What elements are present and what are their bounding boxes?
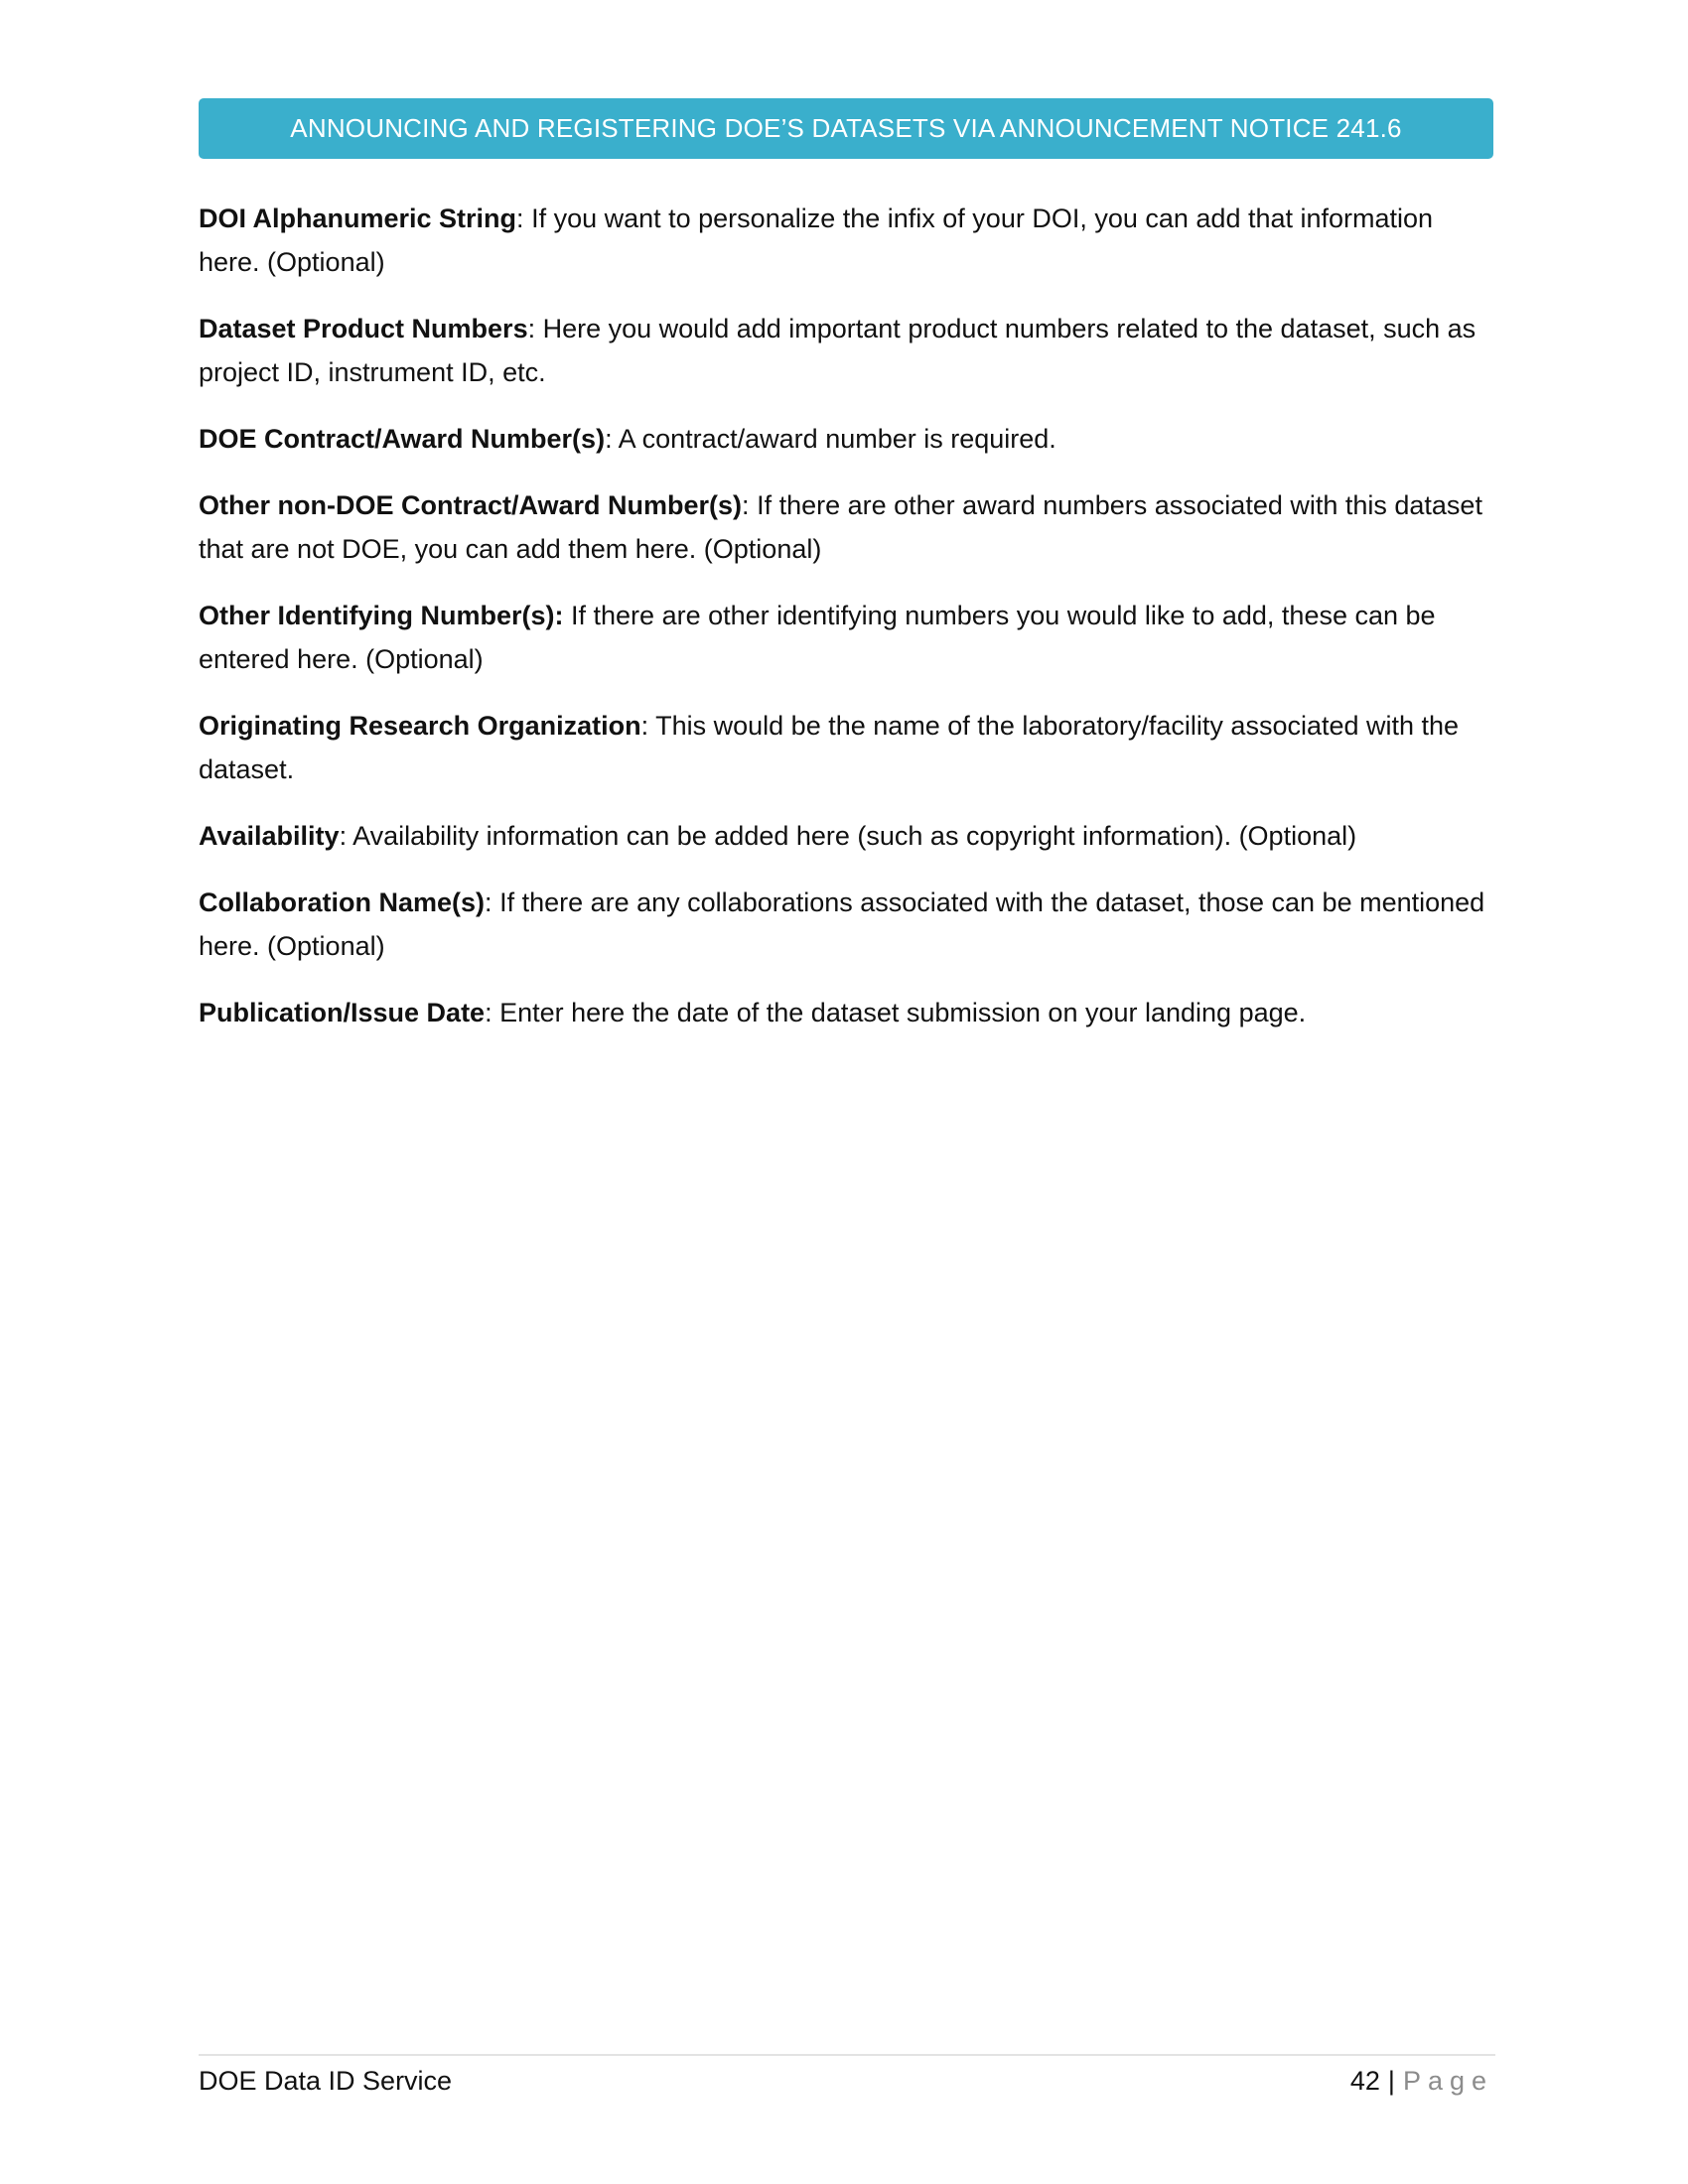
entry-description: Here you would add important product numbers related to the dataset, such as project ID, instrument ID, etc. bbox=[199, 314, 1477, 387]
entry-description: Availability information can be added here (such as copyright information). (Optional) bbox=[347, 821, 1357, 851]
entry-separator: : bbox=[485, 887, 492, 917]
entry-separator: : bbox=[485, 998, 492, 1027]
entry-other-identifying-numbers bbox=[199, 594, 1493, 681]
entry-description: A contract/award number is required. bbox=[612, 424, 1056, 454]
entry-collaboration-names bbox=[199, 881, 1493, 968]
entry-description: This would be the name of the laboratory/facility associated with the dataset. bbox=[199, 711, 1460, 784]
entry-dataset-product-numbers bbox=[199, 307, 1493, 394]
footer-service-name: DOE Data ID Service bbox=[199, 2066, 453, 2096]
document-body bbox=[199, 197, 1493, 1057]
entry-doe-contract-award-numbers bbox=[199, 417, 1493, 461]
entry-description: Enter here the date of the dataset submission on your landing page. bbox=[492, 998, 1307, 1027]
footer-divider bbox=[199, 2054, 1495, 2056]
entry-term: Availability bbox=[199, 821, 340, 851]
entry-description: If there are other award numbers associated with this dataset that are not DOE, you can add them here. (Optional) bbox=[199, 490, 1482, 564]
page-separator: | bbox=[1387, 2066, 1395, 2096]
entry-separator: : bbox=[516, 204, 524, 233]
entry-description: If there are any collaborations associated with the dataset, those can be mentioned here. (Optional) bbox=[199, 887, 1485, 961]
entry-separator: : bbox=[605, 424, 613, 454]
entry-other-non-doe-award-numbers bbox=[199, 483, 1493, 571]
entry-description: If you want to personalize the infix of your DOI, you can add that information here. (Optional) bbox=[199, 204, 1434, 277]
header-band bbox=[199, 98, 1493, 159]
entry-separator: : bbox=[742, 490, 750, 520]
header-title: ANNOUNCING AND REGISTERING DOE’S DATASETS VIA ANNOUNCEMENT NOTICE 241.6 bbox=[290, 113, 1402, 143]
entry-separator: : bbox=[527, 314, 536, 343]
footer-page-indicator bbox=[1350, 2061, 1493, 2101]
entry-term: DOE Contract/Award Number(s) bbox=[199, 424, 606, 454]
entry-term: Dataset Product Numbers bbox=[199, 314, 528, 343]
entry-publication-issue-date bbox=[199, 991, 1493, 1034]
entry-originating-research-organization bbox=[199, 704, 1493, 791]
entry-term: Collaboration Name(s) bbox=[199, 887, 486, 917]
page-number: 42 bbox=[1349, 2066, 1380, 2096]
entry-term: Originating Research Organization bbox=[199, 711, 641, 741]
entry-term: Other non-DOE Contract/Award Number(s) bbox=[199, 490, 743, 520]
page-word: Page bbox=[1402, 2066, 1493, 2096]
entry-separator: : bbox=[339, 821, 348, 851]
entry-term: Publication/Issue Date bbox=[199, 998, 486, 1027]
entry-separator: : bbox=[640, 711, 649, 741]
entry-availability bbox=[199, 814, 1493, 858]
entry-term: Other Identifying Number(s): bbox=[199, 601, 564, 630]
entry-term: DOI Alphanumeric String bbox=[199, 204, 517, 233]
entry-description: If there are other identifying numbers you would like to add, these can be entered here. (Optional) bbox=[199, 601, 1436, 674]
entry-doi-alphanumeric-string bbox=[199, 197, 1493, 284]
